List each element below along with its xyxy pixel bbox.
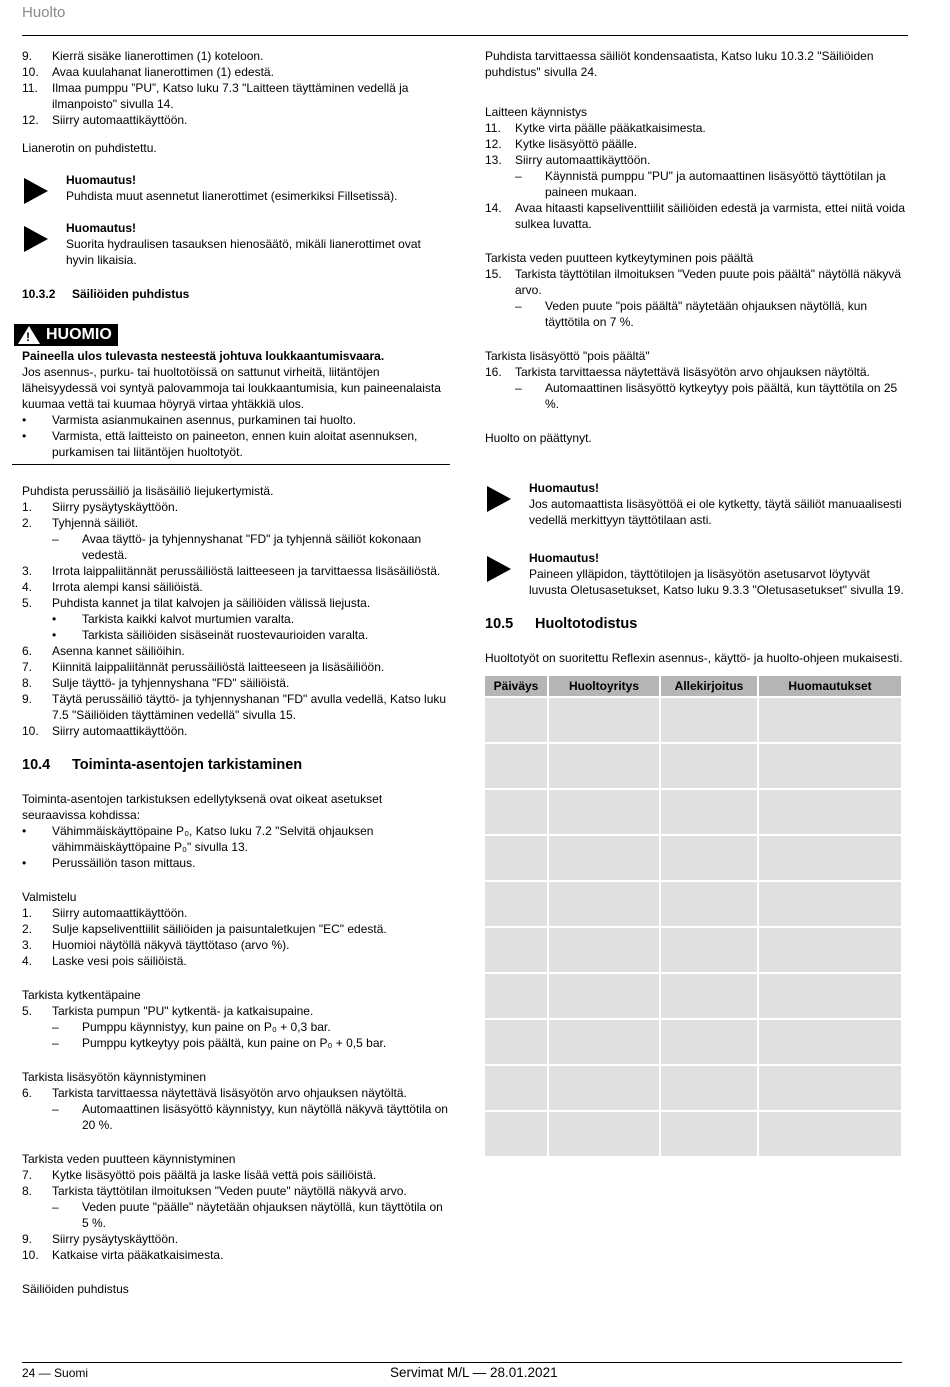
list-item — [22, 48, 448, 64]
list-marker: 13. — [485, 153, 502, 167]
list-item — [22, 499, 448, 515]
table-cell — [549, 790, 659, 834]
right-column — [485, 48, 907, 1158]
list-item — [485, 200, 907, 232]
table-cell — [485, 882, 547, 926]
list-marker: 10. — [22, 724, 39, 738]
lack-title: Tarkista veden puutteen käynnistyminen — [22, 1152, 236, 1166]
warning-bullets — [22, 412, 450, 460]
list-subitem — [22, 1035, 448, 1051]
list-marker: • — [22, 824, 27, 838]
list-item — [22, 643, 448, 659]
section-title: Toiminta-asentojen tarkistaminen — [72, 757, 303, 773]
list-marker: – — [515, 169, 522, 183]
prep-title: Valmistelu — [22, 890, 77, 904]
note-arrow-icon — [24, 226, 48, 252]
list-text: Tyhjennä säiliöt. — [52, 516, 139, 530]
list-item — [22, 823, 448, 855]
list-marker: – — [52, 1036, 59, 1050]
header-rule — [22, 35, 908, 36]
list-item — [22, 1003, 448, 1019]
list-text: Sulje täyttö- ja tyhjennyshana "FD" säiliöistä. — [52, 676, 290, 690]
list-marker: 12. — [22, 113, 39, 127]
list-text: Huomioi näytöllä näkyvä täyttötaso (arvo %). — [52, 938, 290, 952]
lackoff-steps-list — [485, 266, 907, 330]
table-row — [485, 836, 901, 880]
list-text: Avaa täyttö- ja tyhjennyshanat "FD" ja tyhjennä säiliöt kokonaan vedestä. — [82, 532, 422, 562]
list-marker: 9. — [22, 49, 33, 63]
list-item — [485, 152, 907, 168]
list-item — [485, 266, 907, 298]
table-cell — [759, 1066, 901, 1110]
table-cell — [485, 744, 547, 788]
list-text: Vähimmäiskäyttöpaine P₀, Katso luku 7.2 "Selvitä ohjauksen vähimmäiskäyttöpaine P₀" sivulla 13. — [52, 824, 374, 854]
table-cell — [485, 790, 547, 834]
list-text: Varmista, että laitteisto on paineeton, ennen kuin aloitat asennuksen, purkamisen tai liitäntöjen huoltotyöt. — [52, 429, 418, 459]
list-text: Automaattinen lisäsyöttö käynnistyy, kun näytöllä näkyvä täyttötila on 20 %. — [82, 1102, 448, 1132]
table-cell — [485, 698, 547, 742]
list-item — [22, 1085, 448, 1101]
list-text: Tarkista pumpun "PU" kytkentä- ja katkaisupaine. — [52, 1004, 314, 1018]
table-cell — [759, 974, 901, 1018]
list-text: Laske vesi pois säiliöistä. — [52, 954, 187, 968]
list-text: Irrota alempi kansi säiliöistä. — [52, 580, 203, 594]
tank-clean-text: Puhdista tarvittaessa säiliöt kondensaatista, Katso luku 10.3.2 "Säiliöiden puhdistus" sivulla 24. — [485, 49, 874, 79]
table-cell — [759, 698, 901, 742]
makeup-title: Tarkista lisäsyötön käynnistyminen — [22, 1070, 207, 1084]
list-item — [22, 1247, 448, 1263]
list-marker: 5. — [22, 596, 33, 610]
list-item — [485, 136, 907, 152]
list-marker: 10. — [22, 1248, 39, 1262]
table-cell — [759, 1112, 901, 1156]
list-text: Tarkista tarvittaessa näytettävä lisäsyötön arvo ohjauksen näytöltä. — [52, 1086, 407, 1100]
note-text: Suorita hydraulisen tasauksen hienosäätö, mikäli lianerottimet ovat hyvin likaisia. — [66, 237, 421, 267]
list-text: Kiinnitä laippaliitännät perussäiliöstä laitteeseen ja lisäsäiliöön. — [52, 660, 385, 674]
makeupoff-steps-list — [485, 364, 907, 412]
note-arrow-icon — [487, 486, 511, 512]
list-text: Tarkista tarvittaessa näytettävä lisäsyötön arvo ohjauksen näytöltä. — [515, 365, 870, 379]
check-intro: Toiminta-asentojen tarkistuksen edellytyksenä ovat oikeat asetukset seuraavissa kohdissa: — [22, 792, 383, 822]
note-title: Huomautus! — [66, 173, 136, 187]
left-column — [22, 48, 448, 1297]
note-arrow-icon — [487, 556, 511, 582]
table-cell — [661, 1112, 757, 1156]
warning-triangle-icon: ! — [18, 326, 40, 344]
list-marker: 8. — [22, 676, 33, 690]
col-header-signature: Allekirjoitus — [661, 676, 757, 696]
table-cell — [549, 974, 659, 1018]
list-marker: 16. — [485, 365, 502, 379]
list-item — [22, 515, 448, 531]
cert-text: Huoltotyöt on suoritettu Reflexin asennus-, käyttö- ja huolto-ohjeen mukaisesti. — [485, 651, 903, 665]
list-item — [22, 579, 448, 595]
list-item — [22, 64, 448, 80]
section-heading-10-4 — [22, 757, 448, 773]
table-cell — [759, 836, 901, 880]
list-item — [22, 80, 448, 112]
list-marker: 9. — [22, 692, 33, 706]
table-cell — [485, 974, 547, 1018]
list-marker: 12. — [485, 137, 502, 151]
list-subitem — [22, 627, 448, 643]
col-header-company: Huoltoyritys — [549, 676, 659, 696]
table-cell — [661, 744, 757, 788]
list-item — [22, 1231, 448, 1247]
list-marker: 1. — [22, 906, 33, 920]
table-cell — [759, 790, 901, 834]
table-row — [485, 928, 901, 972]
list-text: Siirry pysäytyskäyttöön. — [52, 500, 179, 514]
col-header-remarks: Huomautukset — [759, 676, 901, 696]
clean-intro: Puhdista perussäiliö ja lisäsäiliö liejukertymistä. — [22, 484, 274, 498]
list-marker: • — [22, 413, 27, 427]
table-cell — [549, 882, 659, 926]
list-marker: 2. — [22, 922, 33, 936]
list-marker: 2. — [22, 516, 33, 530]
list-text: Täytä perussäiliö täyttö- ja tyhjennyshanan "FD" avulla vedellä, Katso luku 7.5 "Säiliöiden täyttäminen vedellä" sivulla 15. — [52, 692, 447, 722]
list-marker: – — [52, 1102, 59, 1116]
list-item — [485, 120, 907, 136]
table-row — [485, 974, 901, 1018]
list-marker: 1. — [22, 500, 33, 514]
list-text: Siirry automaattikäyttöön. — [52, 724, 188, 738]
note-title: Huomautus! — [66, 221, 136, 235]
cleaned-text: Lianerotin on puhdistettu. — [22, 141, 157, 155]
list-subitem — [22, 1199, 448, 1231]
list-text: Puhdista kannet ja tilat kalvojen ja säiliöiden välissä liejusta. — [52, 596, 371, 610]
steps-a-list — [22, 48, 448, 128]
list-item — [22, 1167, 448, 1183]
lack-steps-list — [22, 1167, 448, 1263]
list-item — [22, 691, 448, 723]
list-marker: • — [22, 856, 27, 870]
list-marker: • — [52, 612, 57, 626]
list-item — [22, 723, 448, 739]
table-cell — [485, 1020, 547, 1064]
done-text: Huolto on päättynyt. — [485, 431, 592, 445]
list-marker: – — [515, 381, 522, 395]
footer-page: 24 — Suomi — [22, 1366, 89, 1380]
list-text: Avaa hitaasti kapseliventtiilit säiliöiden edestä ja varmista, ettei niitä voida sulkea luvatta. — [515, 201, 905, 231]
table-cell — [661, 790, 757, 834]
list-text: Automaattinen lisäsyöttö kytkeytyy pois päältä, kun täyttötila on 25 %. — [545, 381, 898, 411]
list-marker: 7. — [22, 660, 33, 674]
warning-box — [12, 324, 450, 465]
list-text: Käynnistä pumppu "PU" ja automaattinen lisäsyöttö täyttötilan ja paineen mukaan. — [545, 169, 886, 199]
startup-steps-list — [485, 120, 907, 232]
list-text: Kytke lisäsyöttö päälle. — [515, 137, 638, 151]
list-item — [22, 1183, 448, 1199]
note-2 — [22, 220, 448, 268]
list-marker: 3. — [22, 938, 33, 952]
note-text: Jos automaattista lisäsyöttöä ei ole kytketty, täytä säiliöt manuaalisesti vedellä merkittyyn täyttötilaan asti. — [529, 497, 902, 527]
table-cell — [661, 928, 757, 972]
list-subitem — [22, 1019, 448, 1035]
prep-steps-list — [22, 905, 448, 969]
note-3 — [485, 480, 907, 528]
list-text: Siirry pysäytyskäyttöön. — [52, 1232, 179, 1246]
list-text: Ilmaa pumppu ”PU”, Katso luku 7.3 "Laitteen täyttäminen vedellä ja ilmanpoisto" sivulla 14. — [52, 81, 409, 111]
note-title: Huomautus! — [529, 551, 599, 565]
table-row — [485, 1066, 901, 1110]
table-cell — [549, 1112, 659, 1156]
table-cell — [759, 1020, 901, 1064]
list-subitem — [485, 168, 907, 200]
list-subitem — [485, 380, 907, 412]
list-marker: – — [515, 299, 522, 313]
note-text: Paineen ylläpidon, täyttötilojen ja lisäsyötön asetusarvot löytyvät luvusta Oletusasetukset, Katso luku 9.3.3 "Oletusasetukset" sivulla 19. — [529, 567, 904, 597]
table-cell — [661, 698, 757, 742]
list-subitem — [22, 531, 448, 563]
list-marker: – — [52, 1200, 59, 1214]
list-marker: 14. — [485, 201, 502, 215]
makeup-steps-list — [22, 1085, 448, 1133]
col-header-date: Päiväys — [485, 676, 547, 696]
list-item — [22, 659, 448, 675]
list-item — [22, 412, 450, 428]
list-subitem — [22, 1101, 448, 1133]
list-text: Katkaise virta pääkatkaisimesta. — [52, 1248, 224, 1262]
note-title: Huomautus! — [529, 481, 599, 495]
note-text: Puhdista muut asennetut lianerottimet (esimerkiksi Fillsetissä). — [66, 189, 398, 203]
table-cell — [485, 928, 547, 972]
list-text: Asenna kannet säiliöihin. — [52, 644, 185, 658]
warning-badge-label: HUOMIO — [46, 326, 112, 343]
note-1 — [22, 172, 448, 204]
list-marker: 11. — [485, 121, 501, 135]
list-marker: • — [22, 429, 27, 443]
table-row — [485, 698, 901, 742]
table-row — [485, 1112, 901, 1156]
table-cell — [759, 928, 901, 972]
makeupoff-title: Tarkista lisäsyöttö "pois päältä" — [485, 349, 650, 363]
list-marker: 3. — [22, 564, 33, 578]
warning-badge — [14, 324, 118, 346]
table-row — [485, 790, 901, 834]
table-cell — [485, 836, 547, 880]
list-marker: 4. — [22, 580, 33, 594]
list-marker: 7. — [22, 1168, 33, 1182]
section-title: Huoltotodistus — [535, 616, 638, 632]
table-header-row — [485, 676, 901, 696]
warning-text: Jos asennus-, purku- tai huoltotöissä on sattunut virheitä, liitäntöjen läheisyydessä voi syntyä palovammoja tai loukkaantumisia, kun paineenalaista kuumaa vettä tai kuumaa höyryä virtaa yhtäkkiä ulos. — [22, 365, 441, 411]
list-text: Tarkista täyttötilan ilmoituksen "Veden puute" näytöllä näkyvä arvo. — [52, 1184, 407, 1198]
list-item — [22, 112, 448, 128]
lackoff-title: Tarkista veden puutteen kytkeytyminen pois päältä — [485, 251, 754, 265]
table-cell — [759, 744, 901, 788]
table-row — [485, 882, 901, 926]
list-text: Irrota laippaliitännät perussäiliöstä laitteeseen ja tarvittaessa lisäsäiliöstä. — [52, 564, 441, 578]
list-text: Pumppu käynnistyy, kun paine on P₀ + 0,3 bar. — [82, 1020, 331, 1034]
list-marker: 4. — [22, 954, 33, 968]
list-text: Varmista asianmukainen asennus, purkaminen tai huolto. — [52, 413, 356, 427]
list-marker: 11. — [22, 81, 38, 95]
table-cell — [549, 1066, 659, 1110]
switch-title: Tarkista kytkentäpaine — [22, 988, 141, 1002]
list-item — [22, 937, 448, 953]
list-item — [22, 953, 448, 969]
startup-title: Laitteen käynnistys — [485, 105, 588, 119]
table-cell — [661, 882, 757, 926]
table-cell — [661, 1066, 757, 1110]
list-subitem — [485, 298, 907, 330]
page-header-section: Huolto — [22, 4, 66, 21]
list-item — [22, 905, 448, 921]
table-row — [485, 744, 901, 788]
list-item — [22, 855, 448, 871]
list-item — [22, 428, 450, 460]
note-arrow-icon — [24, 178, 48, 204]
list-marker: 6. — [22, 1086, 33, 1100]
list-text: Tarkista kaikki kalvot murtumien varalta. — [82, 612, 295, 626]
list-text: Kytke virta päälle pääkatkaisimesta. — [515, 121, 706, 135]
table-cell — [485, 1066, 547, 1110]
list-marker: • — [52, 628, 57, 642]
table-row — [485, 1020, 901, 1064]
tank-clean-title: Säiliöiden puhdistus — [22, 1282, 129, 1296]
list-text: Tarkista säiliöiden sisäseinät ruostevaurioiden varalta. — [82, 628, 369, 642]
list-text: Tarkista täyttötilan ilmoituksen "Veden puute pois päältä" näytöllä näkyvä arvo. — [515, 267, 902, 297]
table-cell — [549, 1020, 659, 1064]
table-cell — [485, 1112, 547, 1156]
section-number: 10.3.2 — [22, 287, 56, 301]
list-text: Avaa kuulahanat lianerottimen (1) edestä. — [52, 65, 274, 79]
list-text: Siirry automaattikäyttöön. — [52, 906, 188, 920]
list-text: Pumppu kytkeytyy pois päältä, kun paine on P₀ + 0,5 bar. — [82, 1036, 387, 1050]
list-marker: – — [52, 532, 59, 546]
list-marker: 15. — [485, 267, 502, 281]
table-cell — [549, 928, 659, 972]
list-item — [22, 595, 448, 611]
footer-doc: Servimat M/L — 28.01.2021 — [390, 1365, 558, 1380]
list-marker: 5. — [22, 1004, 33, 1018]
table-cell — [661, 1020, 757, 1064]
check-bullets-list — [22, 823, 448, 871]
list-marker: 8. — [22, 1184, 33, 1198]
service-log-table — [483, 674, 903, 1158]
list-item — [22, 921, 448, 937]
switch-steps-list — [22, 1003, 448, 1051]
list-text: Kierrä sisäke lianerottimen (1) koteloon. — [52, 49, 264, 63]
list-text: Perussäiliön tason mittaus. — [52, 856, 196, 870]
list-text: Siirry automaattikäyttöön. — [515, 153, 651, 167]
section-number: 10.5 — [485, 616, 514, 632]
clean-steps-list — [22, 499, 448, 739]
list-text: Siirry automaattikäyttöön. — [52, 113, 188, 127]
list-text: Kytke lisäsyöttö pois päältä ja laske lisää vettä pois säiliöistä. — [52, 1168, 377, 1182]
list-item — [22, 563, 448, 579]
list-text: Veden puute "pois päältä" näytetään ohjauksen näytöllä, kun täyttötila on 7 %. — [545, 299, 868, 329]
section-heading-10-5 — [485, 616, 907, 632]
list-marker: – — [52, 1020, 59, 1034]
list-marker: 10. — [22, 65, 39, 79]
note-4 — [485, 550, 907, 598]
list-item — [22, 675, 448, 691]
warning-headline: Paineella ulos tulevasta nesteestä johtuva loukkaantumisvaara. — [22, 349, 385, 363]
table-cell — [661, 836, 757, 880]
list-text: Sulje kapseliventtiilit säiliöiden ja paisuntaletkujen "EC" edestä. — [52, 922, 387, 936]
list-subitem — [22, 611, 448, 627]
table-cell — [759, 882, 901, 926]
section-number: 10.4 — [22, 757, 51, 773]
table-cell — [661, 974, 757, 1018]
section-title: Säiliöiden puhdistus — [72, 287, 190, 301]
section-heading-10-3-2 — [22, 286, 448, 302]
table-cell — [549, 698, 659, 742]
footer-rule — [22, 1362, 902, 1363]
table-cell — [549, 836, 659, 880]
table-cell — [549, 744, 659, 788]
list-item — [485, 364, 907, 380]
list-marker: 9. — [22, 1232, 33, 1246]
list-text: Veden puute "päälle" näytetään ohjauksen näytöllä, kun täyttötila on 5 %. — [82, 1200, 443, 1230]
list-marker: 6. — [22, 644, 33, 658]
